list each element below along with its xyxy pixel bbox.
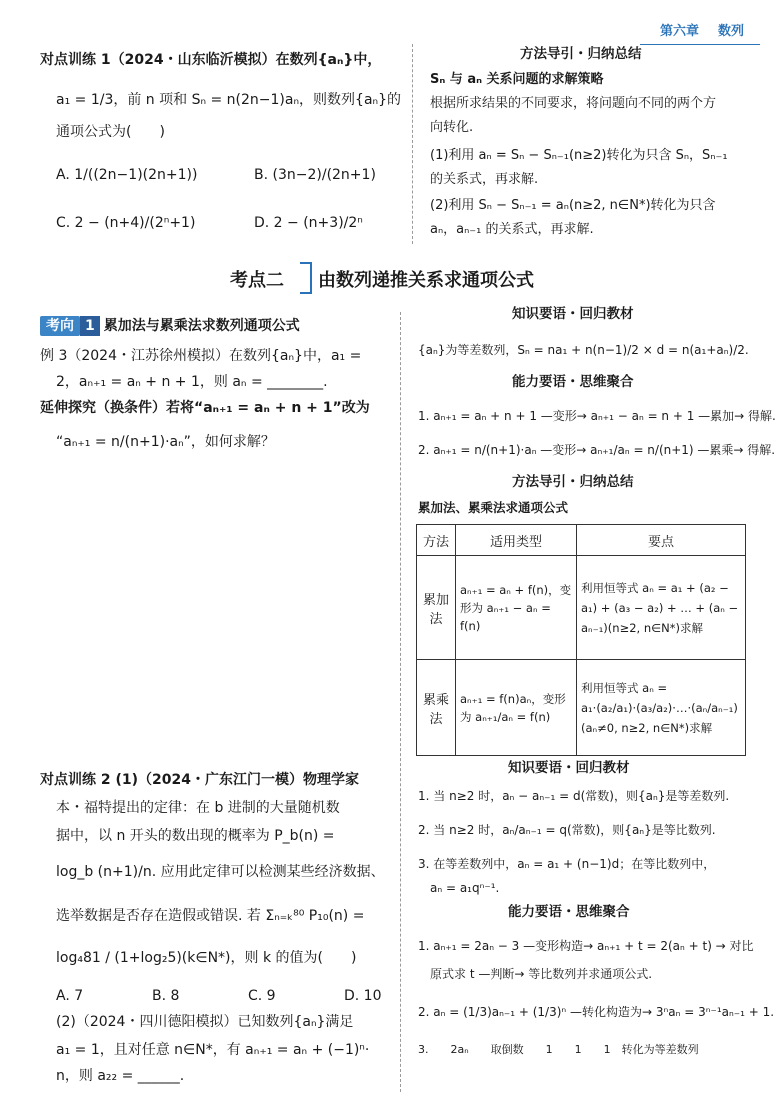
extension-line-1: 延伸探究（换条件）若将“aₙ₊₁ = aₙ + n + 1”改为 <box>40 400 370 416</box>
example-3-line-1: 例 3（2024・江苏徐州模拟）在数列{aₙ}中，a₁ = <box>40 348 362 364</box>
example-3-line-2: 2，aₙ₊₁ = aₙ + n + 1，则 aₙ = ________. <box>56 374 328 390</box>
option-b: B. 8 <box>152 988 180 1004</box>
training-2-line-2: 本・福特提出的定律：在 b 进制的大量随机数 <box>56 800 340 816</box>
bottom-column-divider <box>400 312 401 1092</box>
method-guide-line-6: (2)利用 Sₙ − Sₙ₋₁ = aₙ(n≥2, n∈N*)转化为只含 <box>430 198 716 213</box>
knowledge2-line-1: 1. 当 n≥2 时，aₙ − aₙ₋₁ = d(常数)，则{aₙ}是等差数列. <box>418 789 730 803</box>
table-cell-type: aₙ₊₁ = f(n)aₙ，变形为 aₙ₊₁/aₙ = f(n) <box>456 660 577 756</box>
knowledge-heading-2: 知识要语・回归教材 <box>508 760 630 776</box>
table-cell-method: 累加法 <box>417 556 456 660</box>
extension-line-2: “aₙ₊₁ = n/(n+1)·aₙ”，如何求解？ <box>56 434 275 450</box>
knowledge2-line-4: aₙ = a₁qⁿ⁻¹. <box>430 881 500 895</box>
option-a: A. 1/((2n−1)(2n+1)) <box>56 167 198 183</box>
training-2-line-7: (2)（2024・四川德阳模拟）已知数列{aₙ}满足 <box>56 1014 354 1030</box>
chapter-label: 第六章 <box>660 24 700 39</box>
chapter-title: 数列 <box>718 24 745 39</box>
direction-number: 1 <box>80 316 100 336</box>
option-c: C. 9 <box>248 988 276 1004</box>
option-c: C. 2 − (n+4)/(2ⁿ+1) <box>56 215 196 231</box>
method-guide-line-7: aₙ，aₙ₋₁ 的关系式，再求解. <box>430 222 594 237</box>
ability-heading-1: 能力要语・思维聚合 <box>512 374 634 390</box>
header-rule <box>640 44 760 45</box>
section-title: 由数列递推关系求通项公式 <box>318 270 534 291</box>
ability2-line-1: 1. aₙ₊₁ = 2aₙ − 3 —变形构造→ aₙ₊₁ + t = 2(aₙ + t) → 对比 <box>418 939 754 953</box>
knowledge2-line-3: 3. 在等差数列中，aₙ = a₁ + (n−1)d；在等比数列中， <box>418 857 716 871</box>
training-2-line-4: log_b (n+1)/n. 应用此定律可以检测某些经济数据、 <box>56 864 385 880</box>
training-2-line-1: 对点训练 2 (1)（2024・广东江门一模）物理学家 <box>40 772 359 788</box>
method-guide-heading: 方法导引・归纳总结 <box>520 46 642 62</box>
table-head-method: 方法 <box>417 525 456 556</box>
table-cell-type: aₙ₊₁ = aₙ + f(n)，变形为 aₙ₊₁ − aₙ = f(n) <box>456 556 577 660</box>
method-guide-line-4: (1)利用 aₙ = Sₙ − Sₙ₋₁(n≥2)转化为只含 Sₙ，Sₙ₋₁ <box>430 148 728 163</box>
knowledge-heading-1: 知识要语・回归教材 <box>512 306 634 322</box>
table-caption: 累加法、累乘法求通项公式 <box>418 500 569 515</box>
knowledge2-line-2: 2. 当 n≥2 时，aₙ/aₙ₋₁ = q(常数)，则{aₙ}是等比数列. <box>418 823 716 837</box>
table-header-row <box>417 525 746 556</box>
table-head-point: 要点 <box>577 525 746 556</box>
ability2-line-4: 3. 2aₙ 取倒数 1 1 1 转化为等差数列 <box>418 1043 699 1056</box>
ability-heading-2: 能力要语・思维聚合 <box>508 904 630 920</box>
method-guide-line-2: 根据所求结果的不同要求，将问题向不同的两个方 <box>430 96 717 111</box>
ability-line-1: 1. aₙ₊₁ = aₙ + n + 1 —变形→ aₙ₊₁ − aₙ = n + 1 —累加→ 得解. <box>418 409 776 423</box>
training-1-line-2: a₁ = 1/3，前 n 项和 Sₙ = n(2n−1)aₙ，则数列{aₙ}的 <box>56 92 402 108</box>
training-2-line-8: a₁ = 1，且对任意 n∈N*，有 aₙ₊₁ = aₙ + (−1)ⁿ· <box>56 1042 370 1058</box>
training-2-line-5: 选举数据是否存在造假或错误. 若 Σₙ₌ₖ⁸⁰ P₁₀(n) = <box>56 908 365 924</box>
method-guide-line-5: 的关系式，再求解. <box>430 172 539 187</box>
methods-table <box>416 524 746 756</box>
option-a: A. 7 <box>56 988 84 1004</box>
section-bracket <box>300 262 312 294</box>
top-column-divider <box>412 44 413 244</box>
method-guide-line-1: Sₙ 与 aₙ 关系问题的求解策略 <box>430 72 604 87</box>
table-cell-point: 利用恒等式 aₙ = a₁ + (a₂ − a₁) + (a₃ − a₂) + … + (aₙ − aₙ₋₁)(n≥2, n∈N*)求解 <box>577 556 746 660</box>
section-label: 考点二 <box>230 270 284 291</box>
ability2-line-2: 原式求 t —判断→ 等比数列并求通项公式. <box>430 967 653 981</box>
training-2-line-3: 据中，以 n 开头的数出现的概率为 P_b(n) = <box>56 828 335 844</box>
training-2-line-9: n，则 a₂₂ = ______. <box>56 1068 185 1084</box>
table-row <box>417 556 746 660</box>
table-cell-method: 累乘法 <box>417 660 456 756</box>
table-head-type: 适用类型 <box>456 525 577 556</box>
option-b: B. (3n−2)/(2n+1) <box>254 167 376 183</box>
method-heading-2: 方法导引・归纳总结 <box>512 474 634 490</box>
ability2-line-3: 2. aₙ = (1/3)aₙ₋₁ + (1/3)ⁿ —转化构造为→ 3ⁿaₙ = 3ⁿ⁻¹aₙ₋₁ + 1. <box>418 1005 775 1019</box>
method-guide-line-3: 向转化. <box>430 120 474 135</box>
knowledge-line-1: {aₙ}为等差数列，Sₙ = na₁ + n(n−1)/2 × d = n(a₁+aₙ)/2. <box>418 343 749 357</box>
option-d: D. 2 − (n+3)/2ⁿ <box>254 215 363 231</box>
table-row <box>417 660 746 756</box>
direction-badge: 考向 <box>40 316 80 336</box>
direction-heading <box>40 316 300 336</box>
training-1-line-1: 对点训练 1（2024・山东临沂模拟）在数列{aₙ}中， <box>40 52 382 68</box>
option-d: D. 10 <box>344 988 382 1004</box>
ability-line-2: 2. aₙ₊₁ = n/(n+1)·aₙ —变形→ aₙ₊₁/aₙ = n/(n+1) —累乘→ 得解. <box>418 443 776 457</box>
direction-topic: 累加法与累乘法求数列通项公式 <box>103 318 300 334</box>
training-1-line-3: 通项公式为( ) <box>56 124 165 140</box>
table-cell-point: 利用恒等式 aₙ = a₁·(a₂/a₁)·(a₃/a₂)·…·(aₙ/aₙ₋₁)(aₙ≠0, n≥2, n∈N*)求解 <box>577 660 746 756</box>
training-2-line-6: log₄81 / (1+log₂5)(k∈N*)，则 k 的值为( ) <box>56 950 357 966</box>
